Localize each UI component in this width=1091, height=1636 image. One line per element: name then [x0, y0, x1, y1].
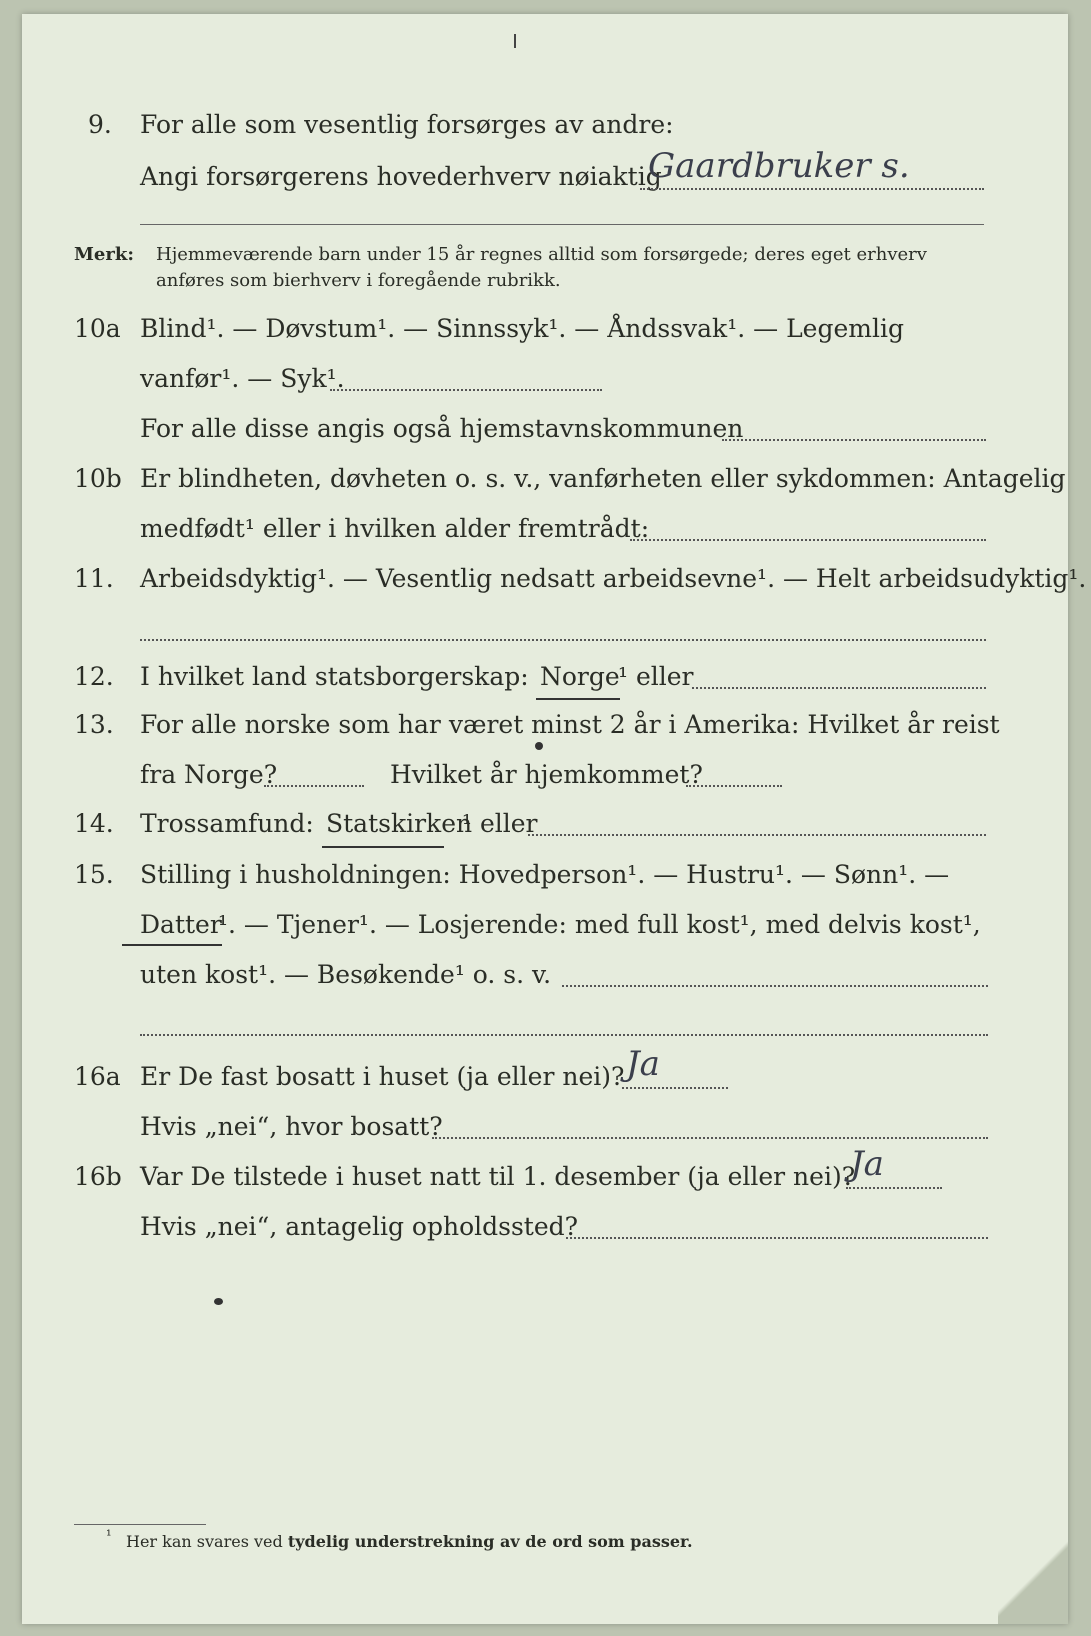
q9-answer-handwritten[interactable]: Gaardbruker s.: [648, 146, 910, 186]
footnote-mark: ¹: [106, 1528, 112, 1544]
q11-line1: Arbeidsdyktig¹. — Vesentlig nedsatt arbeidsevne¹. — Helt arbeidsudyktig¹.: [140, 564, 1087, 593]
q9-blank-line: [140, 224, 984, 225]
q12-number: 12.: [74, 662, 114, 691]
footnote-rule: [74, 1524, 206, 1525]
q15-datter: Datter: [140, 910, 222, 939]
footnote-bold: tydelig understrekning av de ord som passer.: [287, 1532, 693, 1551]
q14-pre: Trossamfund:: [140, 809, 314, 838]
q13-line2a: fra Norge?: [140, 760, 278, 789]
q10a-syk-line: [330, 389, 602, 391]
q16a-answer-line: [622, 1087, 728, 1089]
q12-line: [692, 687, 986, 689]
q16b-opholdssted-line: [566, 1237, 988, 1239]
q16a-line1: Er De fast bosatt i huset (ja eller nei)?: [140, 1062, 625, 1091]
footnote-pre: Her kan svares ved: [126, 1532, 283, 1551]
q10a-line3: For alle disse angis også hjemstavnskommunen: [140, 414, 744, 443]
q14-line: [528, 834, 986, 836]
q13-hjemkommet-line: [686, 785, 782, 787]
q16a-bosatt-line: [432, 1137, 988, 1139]
census-form-page: [22, 14, 1087, 1624]
ink-blot: [214, 1298, 223, 1305]
q15-line1: Stilling i husholdningen: Hovedperson¹. — Hustru¹. — Sønn¹. —: [140, 860, 950, 889]
q12-norge: Norge: [540, 662, 620, 691]
q15-blank-line: [140, 1034, 988, 1036]
ink-dot: [535, 742, 543, 750]
q10a-line1: Blind¹. — Døvstum¹. — Sinnssyk¹. — Åndssvak¹. — Legemlig: [140, 314, 904, 343]
q16b-number: 16b: [74, 1162, 122, 1191]
q12-pre: I hvilket land statsborgerskap:: [140, 662, 529, 691]
q16b-line2: Hvis „nei“, antagelig opholdssted?: [140, 1212, 579, 1241]
q16a-line2: Hvis „nei“, hvor bosatt?: [140, 1112, 443, 1141]
norge-underline: [536, 698, 620, 700]
page-mark: [514, 34, 516, 48]
q10b-line2: medfødt¹ eller i hvilken alder fremtrådt:: [140, 514, 650, 543]
q13-line1: For alle norske som har været minst 2 år i Amerika: Hvilket år reist: [140, 710, 1000, 739]
q11-number: 11.: [74, 564, 114, 593]
q15-line3: uten kost¹. — Besøkende¹ o. s. v.: [140, 960, 552, 989]
q10b-number: 10b: [74, 464, 122, 493]
q10b-line1: Er blindheten, døvheten o. s. v., vanførheten eller sykdommen: Antagelig: [140, 464, 1066, 493]
q13-line2b: Hvilket år hjemkommet?: [390, 760, 703, 789]
note-line1: Hjemmeværende barn under 15 år regnes alltid som forsørgede; deres eget erhverv: [156, 244, 927, 265]
datter-underline: [122, 944, 222, 946]
q16a-answer-handwritten[interactable]: Ja: [626, 1044, 660, 1084]
statskirken-underline: [322, 846, 444, 848]
q16a-number: 16a: [74, 1062, 121, 1091]
q10b-line: [630, 539, 986, 541]
q10a-hjemstavn-line: [722, 439, 986, 441]
note-line2: anføres som bierhverv i foregående rubrikk.: [156, 270, 561, 291]
q9-number: 9.: [88, 110, 112, 139]
footnote-text: [126, 1532, 693, 1551]
note-label: Merk:: [74, 244, 134, 265]
q11-line: [140, 639, 986, 641]
q16b-answer-handwritten[interactable]: Ja: [850, 1144, 884, 1184]
q9-answer-line: [640, 188, 984, 190]
q13-reist-line: [264, 785, 364, 787]
q9-line1: For alle som vesentlig forsørges av andre:: [140, 110, 674, 139]
q16b-line1: Var De tilstede i huset natt til 1. desember (ja eller nei)?: [140, 1162, 856, 1191]
q14-post: ¹ eller: [462, 809, 538, 838]
q13-number: 13.: [74, 710, 114, 739]
q15-line: [562, 985, 988, 987]
q16b-answer-line: [846, 1187, 942, 1189]
q12-post: ¹ eller: [618, 662, 694, 691]
q10a-line2: vanfør¹. — Syk¹.: [140, 364, 345, 393]
q9-line2: Angi forsørgerens hovederhverv nøiaktig: [140, 162, 662, 191]
q10a-number: 10a: [74, 314, 121, 343]
q15-number: 15.: [74, 860, 114, 889]
q15-line2: ¹. — Tjener¹. — Losjerende: med full kost¹, med delvis kost¹,: [218, 910, 981, 939]
q14-statskirken: Statskirken: [326, 809, 473, 838]
q14-number: 14.: [74, 809, 114, 838]
